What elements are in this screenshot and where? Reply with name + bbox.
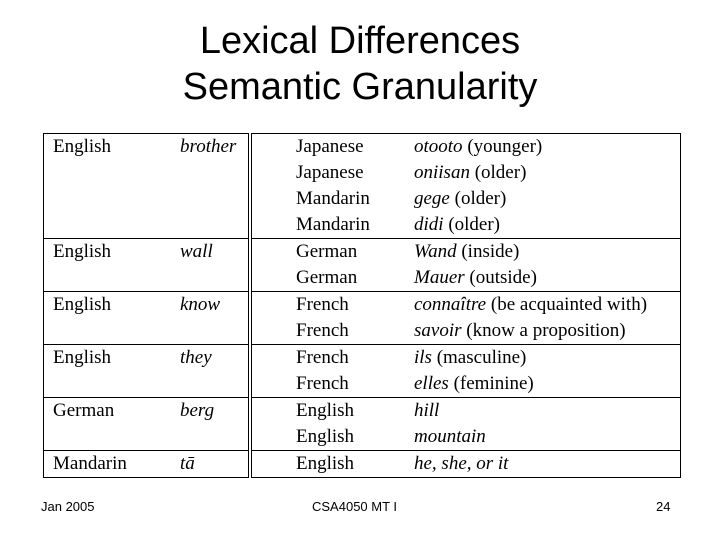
source-word-cell bbox=[171, 424, 250, 451]
source-language-cell bbox=[44, 186, 172, 212]
source-word-cell: berg bbox=[171, 398, 250, 425]
table-row bbox=[44, 265, 681, 292]
target-language-cell: Japanese bbox=[250, 134, 414, 161]
source-word-cell bbox=[171, 371, 250, 398]
gloss: (outside) bbox=[464, 267, 537, 288]
target-word: connaître bbox=[414, 294, 487, 315]
source-word-cell: know bbox=[171, 292, 250, 319]
target-word: elles bbox=[414, 373, 449, 394]
target-word: savoir bbox=[414, 320, 462, 341]
source-word-cell: tā bbox=[171, 451, 250, 478]
table-row bbox=[44, 212, 681, 239]
target-word-cell bbox=[414, 186, 681, 212]
source-word-cell bbox=[171, 160, 250, 186]
target-word-cell bbox=[414, 371, 681, 398]
table-row bbox=[44, 239, 681, 266]
gloss: (younger) bbox=[462, 136, 543, 157]
target-word: didi bbox=[414, 214, 444, 235]
target-word-cell bbox=[414, 212, 681, 239]
source-language-cell bbox=[44, 318, 172, 345]
target-word-cell bbox=[414, 318, 681, 345]
source-language-cell: English bbox=[44, 134, 172, 161]
gloss: (know a proposition) bbox=[461, 320, 626, 341]
target-language-cell: German bbox=[296, 267, 358, 288]
target-word: he, she, or it bbox=[414, 453, 509, 474]
target-word-cell bbox=[414, 424, 681, 451]
source-language-cell bbox=[44, 160, 172, 186]
source-language-cell: Mandarin bbox=[44, 451, 172, 478]
gloss: (be acquainted with) bbox=[486, 294, 648, 315]
target-word-cell bbox=[414, 345, 681, 372]
footer-date: Jan 2005 bbox=[41, 499, 95, 514]
source-word-cell: they bbox=[171, 345, 250, 372]
target-language-cell: Japanese bbox=[296, 162, 364, 183]
target-language-cell: French bbox=[250, 292, 414, 319]
gloss: (older) bbox=[449, 188, 507, 209]
target-language-cell: French bbox=[250, 345, 414, 372]
target-language-cell: English bbox=[296, 426, 355, 447]
table-row bbox=[44, 318, 681, 345]
gloss: (older) bbox=[443, 214, 501, 235]
source-language-cell bbox=[44, 424, 172, 451]
source-language-cell: German bbox=[44, 398, 172, 425]
table-row bbox=[44, 160, 681, 186]
target-language-cell: English bbox=[250, 398, 414, 425]
target-word-cell bbox=[414, 451, 681, 478]
target-word: otooto bbox=[414, 136, 463, 157]
target-language-cell: English bbox=[250, 451, 414, 478]
target-word: ils bbox=[414, 347, 432, 368]
source-language-cell: English bbox=[44, 239, 172, 266]
source-language-cell: English bbox=[44, 345, 172, 372]
source-word-cell: brother bbox=[171, 134, 250, 161]
gloss: (inside) bbox=[456, 241, 520, 262]
footer-course: CSA4050 MT I bbox=[312, 499, 398, 514]
table-row bbox=[44, 134, 681, 161]
target-word-cell bbox=[414, 239, 681, 266]
table-row bbox=[44, 451, 681, 478]
target-language-cell: French bbox=[296, 320, 349, 341]
source-word-cell: wall bbox=[171, 239, 250, 266]
table-row bbox=[44, 292, 681, 319]
source-language-cell bbox=[44, 212, 172, 239]
target-word: mountain bbox=[414, 426, 486, 447]
source-word-cell bbox=[171, 318, 250, 345]
target-word: hill bbox=[414, 400, 440, 421]
target-language-cell: Mandarin bbox=[296, 214, 370, 235]
gloss: (older) bbox=[469, 162, 527, 183]
target-language-cell: Mandarin bbox=[296, 188, 370, 209]
table-row bbox=[44, 186, 681, 212]
source-word-cell bbox=[171, 265, 250, 292]
source-language-cell bbox=[44, 265, 172, 292]
gloss: (feminine) bbox=[448, 373, 534, 394]
target-language-cell: French bbox=[296, 373, 349, 394]
slide-title bbox=[0, 18, 720, 110]
target-word-cell bbox=[414, 398, 681, 425]
source-word-cell bbox=[171, 186, 250, 212]
target-word: Wand bbox=[414, 241, 457, 262]
target-word: oniisan bbox=[414, 162, 470, 183]
target-language-cell: German bbox=[250, 239, 414, 266]
lexical-differences-table bbox=[43, 133, 681, 478]
target-word-cell bbox=[414, 160, 681, 186]
title-line-1: Lexical Differences bbox=[199, 20, 521, 62]
source-word-cell bbox=[171, 212, 250, 239]
table-row bbox=[44, 371, 681, 398]
source-language-cell bbox=[44, 371, 172, 398]
table-row bbox=[44, 424, 681, 451]
target-word-cell bbox=[414, 265, 681, 292]
title-line-2: Semantic Granularity bbox=[182, 66, 538, 108]
source-language-cell: English bbox=[44, 292, 172, 319]
footer-page-number: 24 bbox=[656, 499, 671, 514]
gloss: (masculine) bbox=[431, 347, 527, 368]
table-row bbox=[44, 398, 681, 425]
target-word: gege bbox=[414, 188, 450, 209]
target-word: Mauer bbox=[414, 267, 465, 288]
target-word-cell bbox=[414, 292, 681, 319]
table-row bbox=[44, 345, 681, 372]
target-word-cell bbox=[414, 134, 681, 161]
